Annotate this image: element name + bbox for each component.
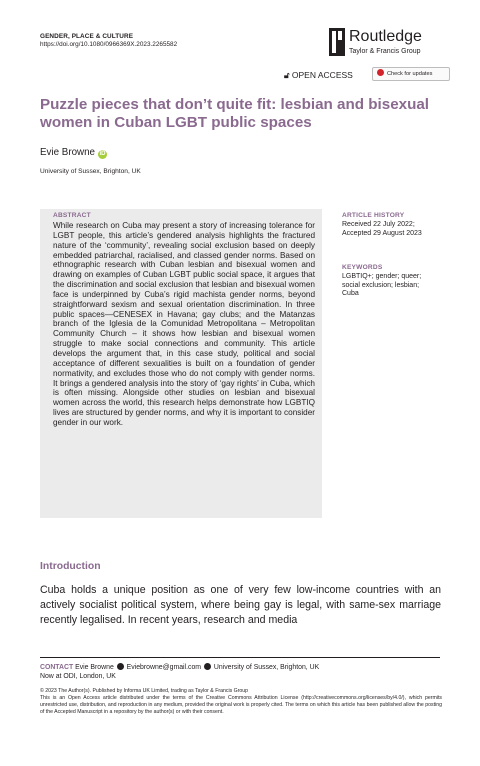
history-text: Received 22 July 2022; Accepted 29 August 2023 — [342, 221, 422, 237]
article-title: Puzzle pieces that don’t quite fit: lesbian and bisexual women in Cuban LGBT public spaces — [40, 96, 430, 131]
contact-name: Evie Browne — [75, 664, 114, 671]
license-text: This is an Open Access article distributed under the terms of the Creative Commons Attribution License (http://creativecommons.org/licenses/by/4.0/), which permits unrestricted use, distribution, and reproduction in any medium, provided the original work is properly cited. The terms on which this article has been published allow the posting of the Accepted Manuscript in a repository by the author(s) or with their consent. — [40, 695, 442, 716]
open-access-label: OPEN ACCESS — [291, 70, 353, 80]
author-affiliation: University of Sussex, Brighton, UK — [40, 168, 141, 175]
publisher-name: Routledge — [349, 28, 422, 45]
orcid-icon[interactable]: iD — [99, 151, 106, 157]
publisher-logo — [329, 26, 439, 60]
abstract-text: While research on Cuba may present a story of increasing tolerance for LGBT people, this article’s gendered analysis highlights the fractured nature of the ‘community’, revealing social exclusion based on deeply embedded patriarchal, racialised, and classed gender norms. Based on ethnographic research with Cuban lesbian and bisexual women and drawing on examples of Cuban LGBT public social space, it argues that the discrimination and social exclusion that lesbian and bisexual women face is underpinned by Cuba’s rigid machista gender norms, beyond straightforward sexism and sexual orientation discrimination. In three public spaces—CENESEX in Havana; gay clubs; and the Matanzas branch of the Iglesia de la Comunidad Metropolitana – Metropolitan Community Church – it shows how lesbian and bisexual women struggle to make social connections and community. This article develops the argument that, in this case study, political and social acceptance of different sexualities is built on a foundation of gender normativity, and excludes those who do not comply with gender norms. It brings a gendered analysis into the story of ‘gay rights’ in Cuba, which is often missing. Alongside other studies on lesbian and bisexual women across the world, this research helps demonstrate how LGBTIQ lives are structured by gender norms, and why it is important to consider gender in our work. — [53, 221, 315, 427]
check-updates-button[interactable] — [372, 67, 450, 81]
footer-divider — [40, 657, 440, 658]
introduction-text: Cuba holds a unique position as one of very few low-income countries with an actively socialist political system, where being gay is legal, with same-sex marriage recently legalised. In recent years, research and media — [40, 584, 441, 627]
license-block — [40, 688, 442, 716]
history-heading: ARTICLE HISTORY — [342, 212, 405, 219]
routledge-mark-icon — [329, 28, 345, 56]
author-line — [40, 147, 107, 159]
abstract-heading: ABSTRACT — [53, 212, 91, 219]
institution-icon — [204, 663, 211, 670]
open-lock-icon: 🔓︎ — [284, 70, 290, 80]
open-access-badge — [284, 70, 353, 80]
contact-label: CONTACT — [40, 664, 74, 671]
contact-now: Now at ODI, London, UK — [40, 672, 116, 680]
keywords-text: LGBTIQ+; gender; queer; social exclusion; lesbian; Cuba — [342, 273, 422, 298]
crossmark-icon — [377, 69, 384, 76]
author-name: Evie Browne — [40, 147, 95, 158]
keywords-heading: KEYWORDS — [342, 264, 383, 271]
journal-name: GENDER, PLACE & CULTURE — [40, 33, 134, 40]
contact-affiliation: University of Sussex, Brighton, UK — [213, 664, 320, 671]
copyright-line: © 2023 The Author(s). Published by Informa UK Limited, trading as Taylor & Francis Group — [40, 688, 249, 694]
introduction-heading: Introduction — [40, 561, 101, 572]
publisher-subtitle: Taylor & Francis Group — [349, 48, 421, 55]
contact-block — [40, 663, 440, 681]
doi-link[interactable]: https://doi.org/10.1080/0966369X.2023.2265582 — [40, 41, 178, 48]
contact-email[interactable]: Eviebrowne@gmail.com — [126, 664, 202, 671]
email-icon — [117, 663, 124, 670]
check-updates-label: Check for updates — [387, 71, 433, 77]
